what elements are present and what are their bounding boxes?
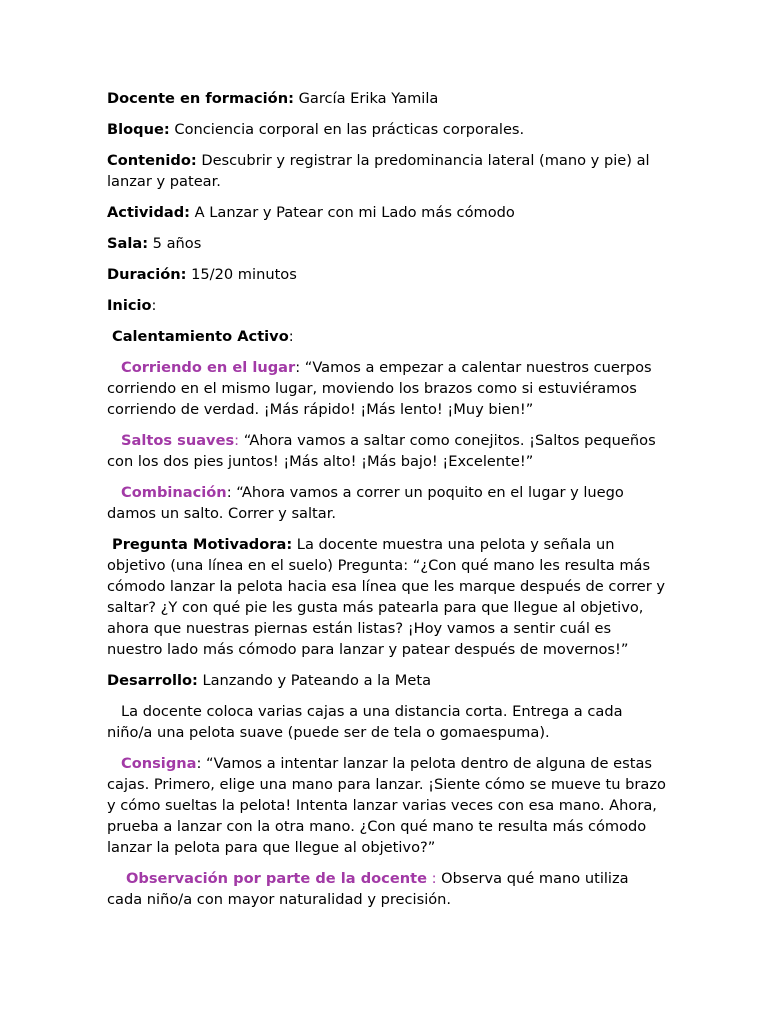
docente-value: García Erika Yamila (293, 90, 439, 107)
desarrollo-paragraph (107, 701, 667, 743)
contenido-line (107, 150, 667, 192)
document-page (107, 88, 667, 920)
observacion-colon: : (426, 870, 437, 887)
sala-line (107, 233, 667, 254)
desarrollo-label: Desarrollo: (107, 672, 198, 689)
corriendo-paragraph (107, 357, 667, 420)
inicio-suffix: : (151, 297, 157, 314)
pregunta-paragraph (107, 534, 667, 660)
combinacion-paragraph (107, 482, 667, 524)
docente-line (107, 88, 667, 109)
duracion-value: 15/20 minutos (186, 266, 297, 283)
calentamiento-label: Calentamiento Activo (112, 328, 289, 345)
calentamiento-heading (107, 326, 667, 347)
docente-label: Docente en formación: (107, 90, 294, 107)
desarrollo-line (107, 670, 667, 691)
observacion-paragraph (107, 868, 667, 910)
saltos-label: Saltos suaves (121, 432, 235, 449)
contenido-label: Contenido: (107, 152, 197, 169)
consigna-text: : “Vamos a intentar lanzar la pelota dentro de alguna de estas cajas. Primero, elige una mano para lanzar. ¡Siente cómo se mueve tu brazo y cómo sueltas la pelota! Intenta lanzar varias veces con esa mano. Ahora, prueba a lanzar con la otra mano. ¿Con qué mano te resulta más cómodo lanzar la pelota para que llegue al objetivo?” (107, 755, 666, 856)
observacion-label: Observación por parte de la docente (126, 870, 427, 887)
desarrollo-value: Lanzando y Pateando a la Meta (197, 672, 432, 689)
observacion-text: Observa qué mano utiliza cada niño/a con mayor naturalidad y precisión. (107, 870, 629, 908)
actividad-line (107, 202, 667, 223)
duracion-line (107, 264, 667, 285)
calentamiento-suffix: : (288, 328, 294, 345)
pregunta-text: La docente muestra una pelota y señala un objetivo (una línea en el suelo) Pregunta: “¿Con qué mano les resulta más cómodo lanzar la pelota hacia esa línea que les marque después de correr y saltar? ¿Y con qué pie les gusta más patearla para que llegue al objetivo, ahora que nuestras piernas están listas? ¡Hoy vamos a sentir cuál es nuestro lado más cómodo para lanzar y patear después de movernos!” (107, 536, 666, 658)
consigna-paragraph (107, 753, 667, 858)
bloque-line (107, 119, 667, 140)
actividad-label: Actividad: (107, 204, 191, 221)
corriendo-label: Corriendo en el lugar (121, 359, 296, 376)
inicio-label: Inicio (107, 297, 152, 314)
corriendo-text: : “Vamos a empezar a calentar nuestros cuerpos corriendo en el mismo lugar, moviendo los brazos como si estuviéramos corriendo de verdad. ¡Más rápido! ¡Más lento! ¡Muy bien!” (107, 359, 652, 418)
sala-value: 5 años (148, 235, 202, 252)
combinacion-label: Combinación (121, 484, 227, 501)
pregunta-label: Pregunta Motivadora: (112, 536, 293, 553)
actividad-value: A Lanzar y Patear con mi Lado más cómodo (190, 204, 515, 221)
saltos-colon: : (234, 432, 240, 449)
bloque-label: Bloque: (107, 121, 170, 138)
contenido-value: Descubrir y registrar la predominancia lateral (mano y pie) al lanzar y patear. (107, 152, 650, 190)
saltos-text: “Ahora vamos a saltar como conejitos. ¡Saltos pequeños con los dos pies juntos! ¡Más alto! ¡Más bajo! ¡Excelente!” (107, 432, 656, 470)
combinacion-text: : “Ahora vamos a correr un poquito en el lugar y luego damos un salto. Correr y saltar. (107, 484, 624, 522)
saltos-paragraph (107, 430, 667, 472)
consigna-label: Consigna (121, 755, 197, 772)
bloque-value: Conciencia corporal en las prácticas corporales. (169, 121, 525, 138)
duracion-label: Duración: (107, 266, 187, 283)
desarrollo-text: La docente coloca varias cajas a una distancia corta. Entrega a cada niño/a una pelota suave (puede ser de tela o gomaespuma). (107, 703, 623, 741)
inicio-heading (107, 295, 667, 316)
sala-label: Sala: (107, 235, 149, 252)
